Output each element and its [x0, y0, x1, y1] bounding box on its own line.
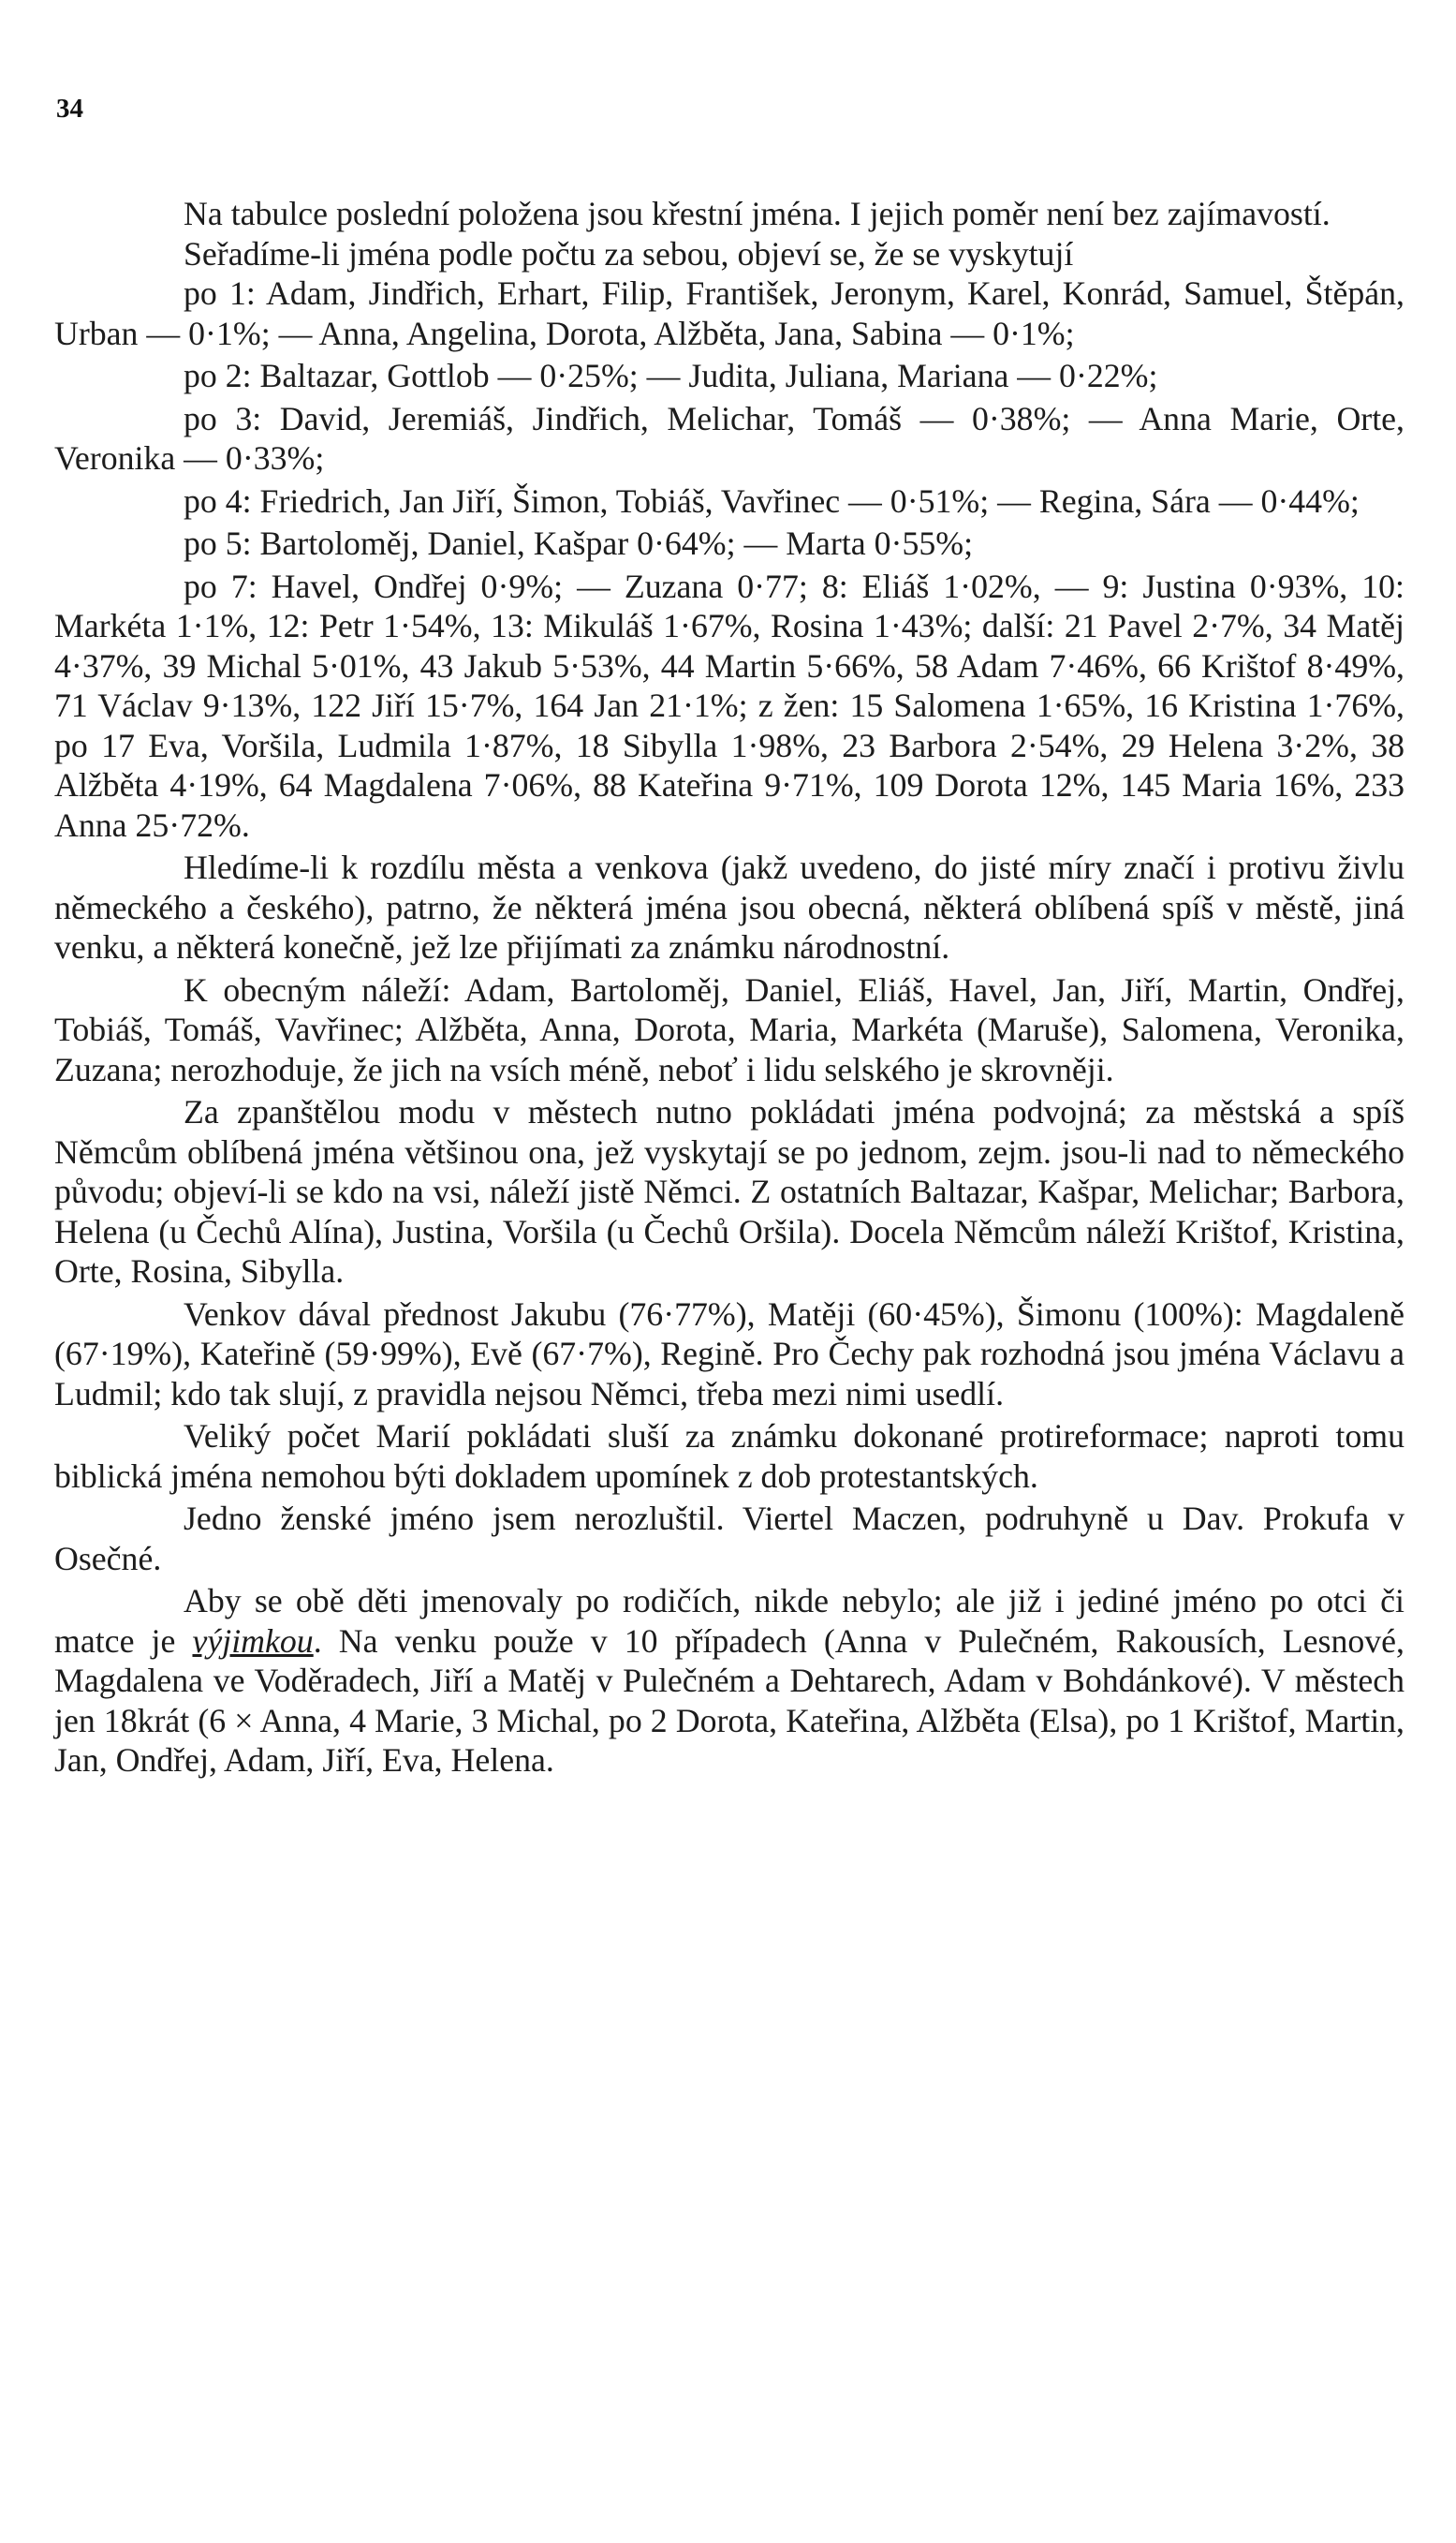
- paragraph-ordering-lead: Seřadíme-li jména podle počtu za sebou, objeví se, že se vyskytují: [184, 234, 1074, 273]
- parents-text-end: . Na venku použe v 10 případech (Anna v Pulečném, Rakousích, Lesnové, Magdalena ve Voděradech, Jiří a Matěj v Pulečném a Dehtarech, Adam v Bohdánkové). V městech jen 18krát (6 × Anna, 4 Marie, 3 Michal, po 2 Dorota, Kateřina, Alžběta (Elsa), po 1 Krištof, Martin, Jan, Ondřej, Adam, Jiří, Eva, Helena.: [54, 1621, 1405, 1779]
- paragraph-unresolved-name: Jedno ženské jméno jsem nerozluštil. Viertel Maczen, podruhyně u Dav. Prokufa v Osečné.: [54, 1500, 1405, 1577]
- parents-text-start: Aby se obě děti jmenovaly po rodičích, nikde nebylo; ale již i jediné jméno po otci či matce je: [54, 1582, 1405, 1660]
- paragraph-town-vs-country: Hledíme-li k rozdílu města a venkova (jakž uvedeno, do jisté míry značí i protivu živlu německého a českého), patrno, že některá jména jsou obecná, některá oblíbená spíš v městě, jiná venku, a některá konečně, jež lze přijímati za známku národnostní.: [54, 849, 1405, 966]
- paragraph-count-1: po 1: Adam, Jindřich, Erhart, Filip, František, Jeronym, Karel, Konrád, Samuel, Štěpán, Urban — 0·1%; — Anna, Angelina, Dorota, Alžběta, Jana, Sabina — 0·1%;: [54, 274, 1405, 352]
- paragraph-counter-reformation: Veliký počet Marií pokládati sluší za známku dokonané protireformace; naproti tomu biblická jména nemohou býti dokladem upomínek z dob protestantských.: [54, 1417, 1405, 1495]
- paragraph-count-5: po 5: Bartoloměj, Daniel, Kašpar 0·64%; — Marta 0·55%;: [184, 525, 974, 562]
- paragraph-count-2: po 2: Baltazar, Gottlob — 0·25%; — Judita, Juliana, Mariana — 0·22%;: [184, 357, 1158, 394]
- paragraph-town-fashion: Za zpanštělou modu v městech nutno pokládati jména podvojná; za městská a spíš Němcům oblíbená jména většinou ona, jež vyskytají se po jednom, zejm. jsou-li nad to německého původu; objeví-li se kdo na vsi, náleží jistě Němci. Z ostatních Baltazar, Kašpar, Melichar; Barbora, Helena (u Čechů Alína), Justina, Voršila (u Čechů Oršila). Docela Němcům náleží Krištof, Kristina, Orte, Rosina, Sibylla.: [54, 1093, 1405, 1290]
- page-number: 34: [56, 94, 83, 124]
- paragraph-country-preference: Venkov dával přednost Jakubu (76·77%), Matěji (60·45%), Šimonu (100%): Magdaleně (67·19%), Kateřině (59·99%), Evě (67·7%), Regině. Pro Čechy pak rozhodná jsou jména Václavu a Ludmil; kdo tak slují, z pravidla nejsou Němci, třeba mezi nimi usedlí.: [54, 1294, 1405, 1412]
- emphasis-vyjimkou: výjimkou: [192, 1621, 314, 1660]
- paragraph-count-4: po 4: Friedrich, Jan Jiří, Šimon, Tobiáš, Vavřinec — 0·51%; — Regina, Sára — 0·44%;: [184, 481, 1360, 520]
- body-text: [54, 194, 1405, 1783]
- paragraph-count-3: po 3: David, Jeremiáš, Jindřich, Melichar, Tomáš — 0·38%; — Anna Marie, Orte, Veronika — 0·33%;: [54, 399, 1405, 477]
- paragraph-common-names: K obecným náleží: Adam, Bartoloměj, Daniel, Eliáš, Havel, Jan, Jiří, Martin, Ondřej, Tobiáš, Tomáš, Vavřinec; Alžběta, Anna, Dorota, Maria, Markéta (Maruše), Salomena, Veronika, Zuzana; nerozhoduje, že jich na vsích méně, neboť i lidu selského je skrovněji.: [54, 970, 1405, 1088]
- paragraph-parents-names: [54, 1581, 1405, 1781]
- paragraph-intro: Na tabulce poslední položena jsou křestní jména. I jejich poměr není bez zajímavostí.: [184, 195, 1331, 232]
- paragraph-count-7-and-more: po 7: Havel, Ondřej 0·9%; — Zuzana 0·77; 8: Eliáš 1·02%, — 9: Justina 0·93%, 10: Markéta 1·1%, 12: Petr 1·54%, 13: Mikuláš 1·67%, Rosina 1·43%; další: 21 Pavel 2·7%, 34 Matěj 4·37%, 39 Michal 5·01%, 43 Jakub 5·53%, 44 Martin 5·66%, 58 Adam 7·46%, 66 Krištof 8·49%, 71 Václav 9·13%, 122 Jiří 15·7%, 164 Jan 21·1%; z žen: 15 Salomena 1·65%, 16 Kristina 1·76%, po 17 Eva, Voršila, Ludmila 1·87%, 18 Sibylla 1·98%, 23 Barbora 2·54%, 29 Helena 3·2%, 38 Alžběta 4·19%, 64 Magdalena 7·06%, 88 Kateřina 9·71%, 109 Dorota 12%, 145 Maria 16%, 233 Anna 25·72%.: [54, 567, 1405, 844]
